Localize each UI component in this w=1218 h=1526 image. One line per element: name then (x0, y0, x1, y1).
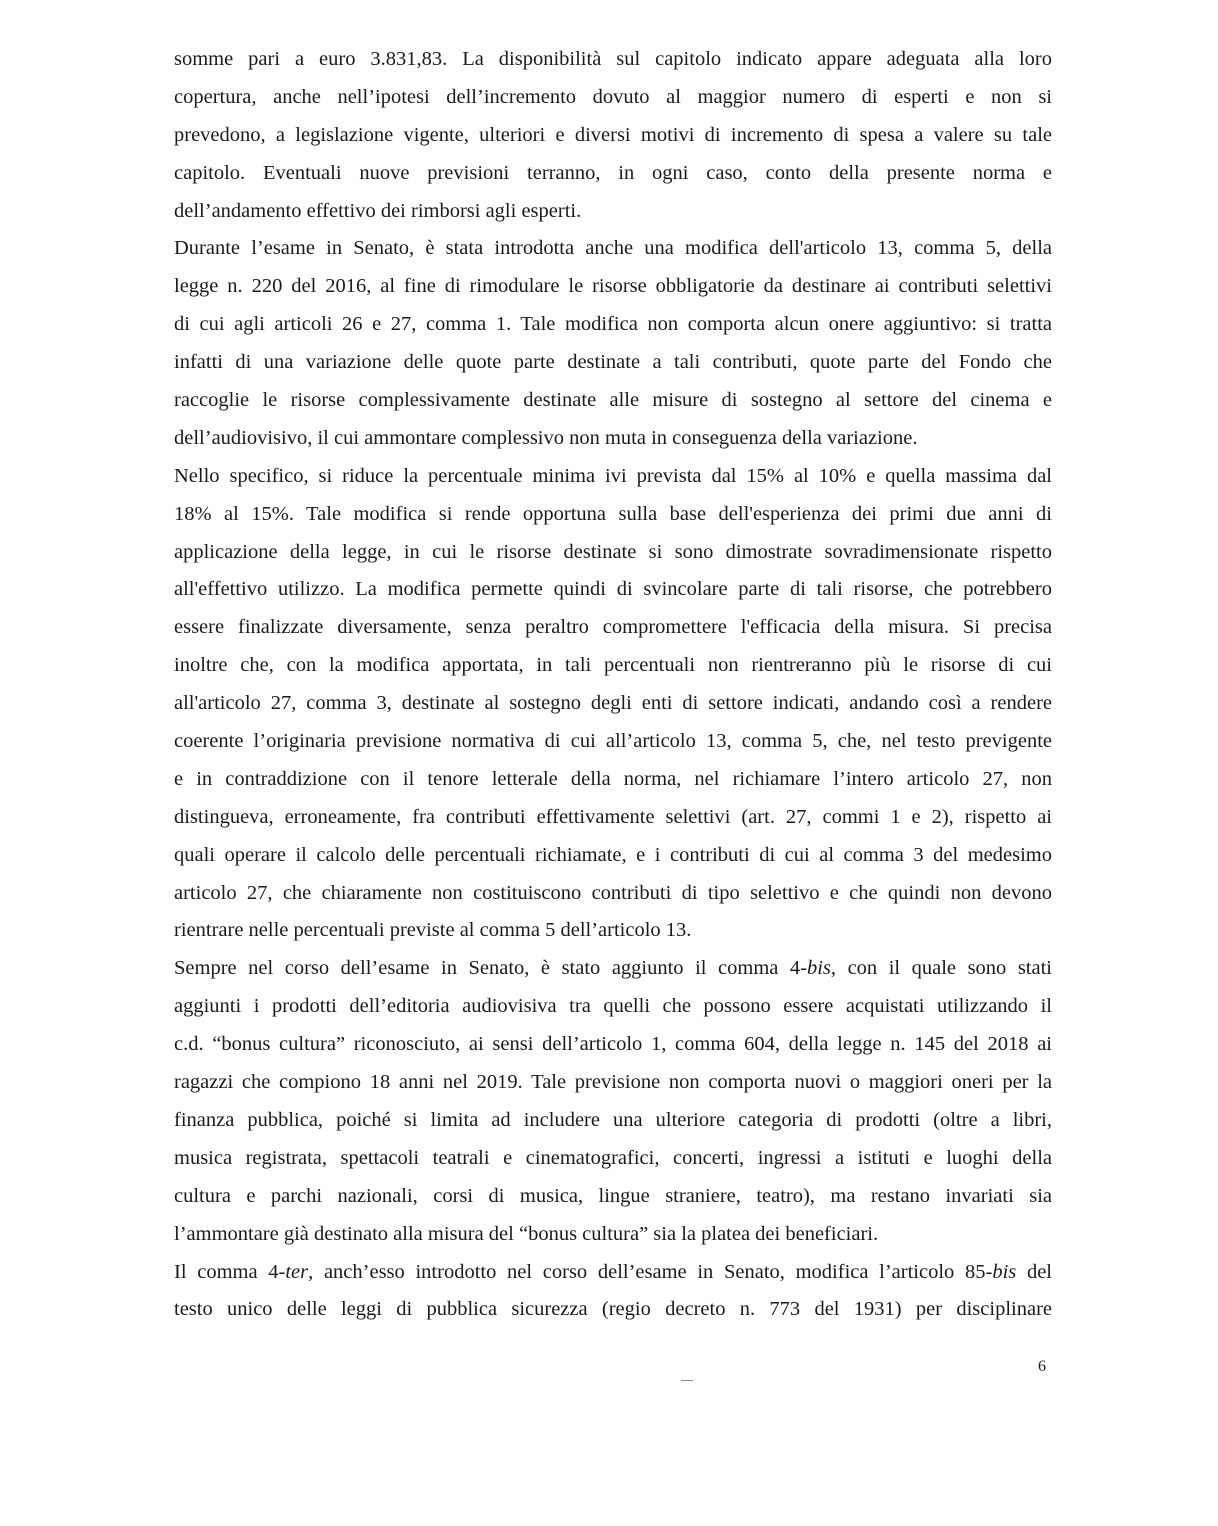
page-number: 6 (1038, 1358, 1046, 1375)
text-line: prevedono, a legislazione vigente, ulteriori e diversi motivi di incremento di spesa a valere su tale (174, 123, 1052, 146)
text-line: applicazione della legge, in cui le risorse destinate si sono dimostrate sovradimensionate rispetto (174, 540, 1052, 563)
text-line: e in contraddizione con il tenore letterale della norma, nel richiamare l’intero articolo 27, non (174, 767, 1052, 790)
text-line: c.d. “bonus cultura” riconosciuto, ai sensi dell’articolo 1, comma 604, della legge n. 145 del 2018 ai (174, 1033, 1052, 1056)
text-line: l’ammontare già destinato alla misura del “bonus cultura” sia la platea dei beneficiari. (174, 1222, 879, 1245)
text-line: somme pari a euro 3.831,83. La disponibilità sul capitolo indicato appare adeguata alla loro (174, 48, 1052, 70)
text-line: testo unico delle leggi di pubblica sicurezza (regio decreto n. 773 del 1931) per disciplinare (174, 1298, 1052, 1321)
text-line: musica registrata, spettacoli teatrali e cinematografici, concerti, ingressi a istituti e luoghi della (174, 1146, 1052, 1169)
text-line: inoltre che, con la modifica apportata, in tali percentuali non rientreranno più le risorse di cui (174, 654, 1052, 677)
text-line: all'effettivo utilizzo. La modifica permette quindi di svincolare parte di tali risorse, che potrebbero (174, 578, 1052, 601)
text-line: di cui agli articoli 26 e 27, comma 1. Tale modifica non comporta alcun onere aggiuntivo: si tratta (174, 313, 1052, 336)
text-line: articolo 27, che chiaramente non costituiscono contributi di tipo selettivo e che quindi non devono (174, 881, 1052, 904)
text-line: raccoglie le risorse complessivamente destinate alle misure di sostegno al settore del cinema e (174, 389, 1052, 412)
document-body (174, 41, 1052, 1329)
text-line: dell’audiovisivo, il cui ammontare complessivo non muta in conseguenza della variazione. (174, 426, 918, 449)
text-line: copertura, anche nell’ipotesi dell’incremento dovuto al maggior numero di esperti e non si (174, 85, 1052, 108)
text-line: infatti di una variazione delle quote parte destinate a tali contributi, quote parte del Fondo che (174, 351, 1052, 374)
scan-mark (681, 1380, 693, 1381)
text-line: Il comma 4-ter, anch’esso introdotto nel corso dell’esame in Senato, modifica l’articolo 85-bis del (174, 1260, 1053, 1283)
text-line: finanza pubblica, poiché si limita ad includere una ulteriore categoria di prodotti (oltre a libri, (174, 1108, 1052, 1131)
text-line: rientrare nelle percentuali previste al comma 5 dell’articolo 13. (174, 919, 692, 942)
text-line: dell’andamento effettivo dei rimborsi agli esperti. (174, 199, 582, 222)
text-line: Durante l’esame in Senato, è stata introdotta anche una modifica dell'articolo 13, comma 5, della (174, 237, 1052, 260)
text-line: 18% al 15%. Tale modifica si rende opportuna sulla base dell'esperienza dei primi due anni di (174, 502, 1052, 525)
text-line: essere finalizzate diversamente, senza peraltro compromettere l'efficacia della misura. Si precisa (174, 616, 1052, 639)
text-line: Sempre nel corso dell’esame in Senato, è stato aggiunto il comma 4-bis, con il quale sono stati (174, 957, 1052, 980)
text-line: aggiunti i prodotti dell’editoria audiovisiva tra quelli che possono essere acquistati utilizzando il (174, 995, 1052, 1018)
text-line: ragazzi che compiono 18 anni nel 2019. Tale previsione non comporta nuovi o maggiori oneri per la (174, 1071, 1052, 1094)
text-line: capitolo. Eventuali nuove previsioni terranno, in ogni caso, conto della presente norma e (174, 161, 1052, 184)
text-line: cultura e parchi nazionali, corsi di musica, lingue straniere, teatro), ma restano invariati sia (174, 1184, 1052, 1207)
text-line: distingueva, erroneamente, fra contributi effettivamente selettivi (art. 27, commi 1 e 2), rispetto ai (174, 805, 1052, 828)
text-line: all'articolo 27, comma 3, destinate al sostegno degli enti di settore indicati, andando così a rendere (174, 692, 1052, 715)
text-line: quali operare il calcolo delle percentuali richiamate, e i contributi di cui al comma 3 del medesimo (174, 843, 1052, 866)
text-line: legge n. 220 del 2016, al fine di rimodulare le risorse obbligatorie da destinare ai contributi selettivi (174, 275, 1052, 298)
text-line: Nello specifico, si riduce la percentuale minima ivi prevista dal 15% al 10% e quella massima dal (174, 464, 1052, 487)
text-line: coerente l’originaria previsione normativa di cui all’articolo 13, comma 5, che, nel testo previgente (174, 730, 1052, 753)
